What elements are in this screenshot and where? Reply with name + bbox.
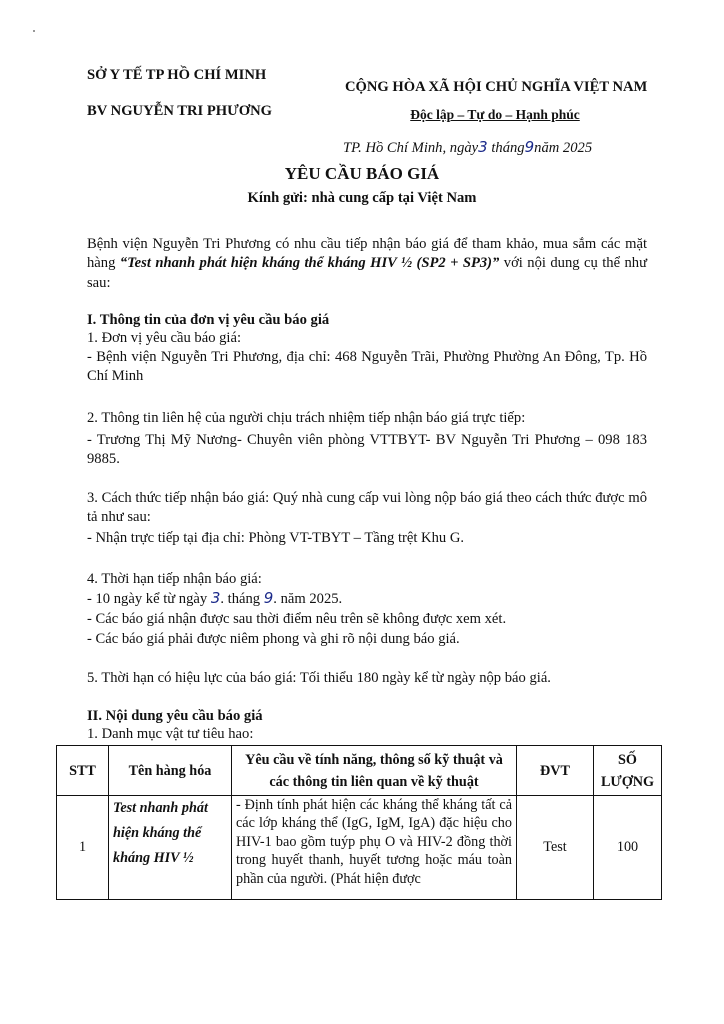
header-spec-line1: Yêu cầu về tính năng, thông số kỹ thuật và bbox=[245, 751, 503, 768]
deadline-year: . năm 2025. bbox=[273, 591, 343, 607]
deadline-day-handwritten: 3 bbox=[210, 589, 221, 607]
date-line bbox=[343, 138, 592, 158]
document-title: YÊU CẦU BÁO GIÁ bbox=[284, 164, 440, 183]
header-name: Tên hàng hóa bbox=[109, 746, 232, 796]
header-spec bbox=[232, 746, 517, 796]
country-name: CỘNG HÒA XÃ HỘI CHỦ NGHĨA VIỆT NAM bbox=[345, 79, 648, 95]
date-month-handwritten: 9 bbox=[524, 138, 535, 156]
section1-item4-title: 4. Thời hạn tiếp nhận báo giá: bbox=[87, 571, 262, 587]
row-product-name: Test nhanh phát hiện kháng thể kháng HIV ½ bbox=[109, 796, 232, 900]
section2-subheading: 1. Danh mục vật tư tiêu hao: bbox=[87, 726, 254, 742]
row-spec: - Định tính phát hiện các kháng thể kháng tất cả các lớp kháng thể (IgG, IgM, IgA) đặc hiệu cho HIV-1 bao gồm tuýp phụ O và HIV-2 đồng thời trong huyết thanh, huyết tương hoặc máu toàn phần của người. (Phát hiện được bbox=[232, 796, 517, 900]
section1-item2-title: 2. Thông tin liên hệ của người chịu trách nhiệm tiếp nhận báo giá trực tiếp: bbox=[87, 410, 526, 426]
section1-item1-title: 1. Đơn vị yêu cầu báo giá: bbox=[87, 330, 242, 346]
section1-item5: 5. Thời hạn có hiệu lực của báo giá: Tối thiểu 180 ngày kể từ ngày nộp báo giá. bbox=[87, 670, 551, 686]
section1-item4-line2: - Các báo giá nhận được sau thời điểm nêu trên sẽ không được xem xét. bbox=[87, 611, 507, 627]
header-qty bbox=[594, 746, 662, 796]
header-qty-line2: LƯỢNG bbox=[600, 773, 655, 790]
row-stt: 1 bbox=[57, 796, 109, 900]
hospital-name: BV NGUYỄN TRI PHƯƠNG bbox=[87, 103, 273, 119]
deadline-prefix: - 10 ngày kể từ ngày bbox=[87, 591, 211, 607]
section1-item4-line3: - Các báo giá phải được niêm phong và ghi rõ nội dung báo giá. bbox=[87, 631, 460, 647]
header-qty-line1: SỐ bbox=[618, 751, 637, 768]
header-spec-line2: các thông tin liên quan về kỹ thuật bbox=[269, 773, 479, 790]
recipient-line: Kính gửi: nhà cung cấp tại Việt Nam bbox=[247, 190, 477, 206]
section1-item2-body: - Trương Thị Mỹ Nương- Chuyên viên phòng VTTBYT- BV Nguyễn Tri Phương – 098 183 9885. bbox=[87, 432, 647, 467]
date-prefix: TP. Hồ Chí Minh, ngày bbox=[343, 140, 479, 156]
table-row bbox=[57, 796, 662, 900]
intro-text-before: Bệnh viện Nguyễn Tri Phương có nhu cầu tiếp nhận báo giá để tham khảo, mua sắm các mặt hàng bbox=[87, 236, 647, 272]
section1-item3-body: - Nhận trực tiếp tại địa chỉ: Phòng VT-TBYT – Tầng trệt Khu G. bbox=[87, 530, 465, 546]
date-day-handwritten: 3 bbox=[478, 138, 488, 156]
deadline-month-handwritten: 9 bbox=[263, 589, 274, 607]
date-year: năm 2025 bbox=[534, 140, 593, 156]
scan-speck bbox=[33, 30, 35, 32]
intro-paragraph bbox=[87, 235, 647, 293]
table-header-row bbox=[57, 746, 662, 796]
section1-item1-body: - Bệnh viện Nguyễn Tri Phương, địa chỉ: 468 Nguyễn Trãi, Phường Phường An Đông, Tp. Hồ Chí Minh bbox=[87, 349, 647, 384]
section1-item4-line1 bbox=[87, 589, 342, 609]
items-table bbox=[56, 745, 662, 900]
section1-item3-title: 3. Cách thức tiếp nhận báo giá: Quý nhà cung cấp vui lòng nộp báo giá theo cách thức được mô tả như sau: bbox=[87, 490, 647, 525]
intro-product-name: “Test nhanh phát hiện kháng thể kháng HIV ½ (SP2 + SP3)” bbox=[119, 255, 500, 272]
header-stt: STT bbox=[57, 746, 109, 796]
national-motto: Độc lập – Tự do – Hạnh phúc bbox=[410, 107, 580, 122]
date-month-label: tháng bbox=[491, 140, 525, 156]
intro-text-after: với nội dung cụ thể như sau: bbox=[87, 255, 647, 291]
row-unit: Test bbox=[517, 796, 594, 900]
row-qty: 100 bbox=[594, 796, 662, 900]
section1-heading: I. Thông tin của đơn vị yêu cầu báo giá bbox=[87, 312, 330, 328]
ministry-name: SỞ Y TẾ TP HỒ CHÍ MINH bbox=[87, 67, 267, 83]
section2-heading: II. Nội dung yêu cầu báo giá bbox=[87, 708, 263, 724]
header-unit: ĐVT bbox=[517, 746, 594, 796]
deadline-month-label: . tháng bbox=[220, 591, 264, 607]
